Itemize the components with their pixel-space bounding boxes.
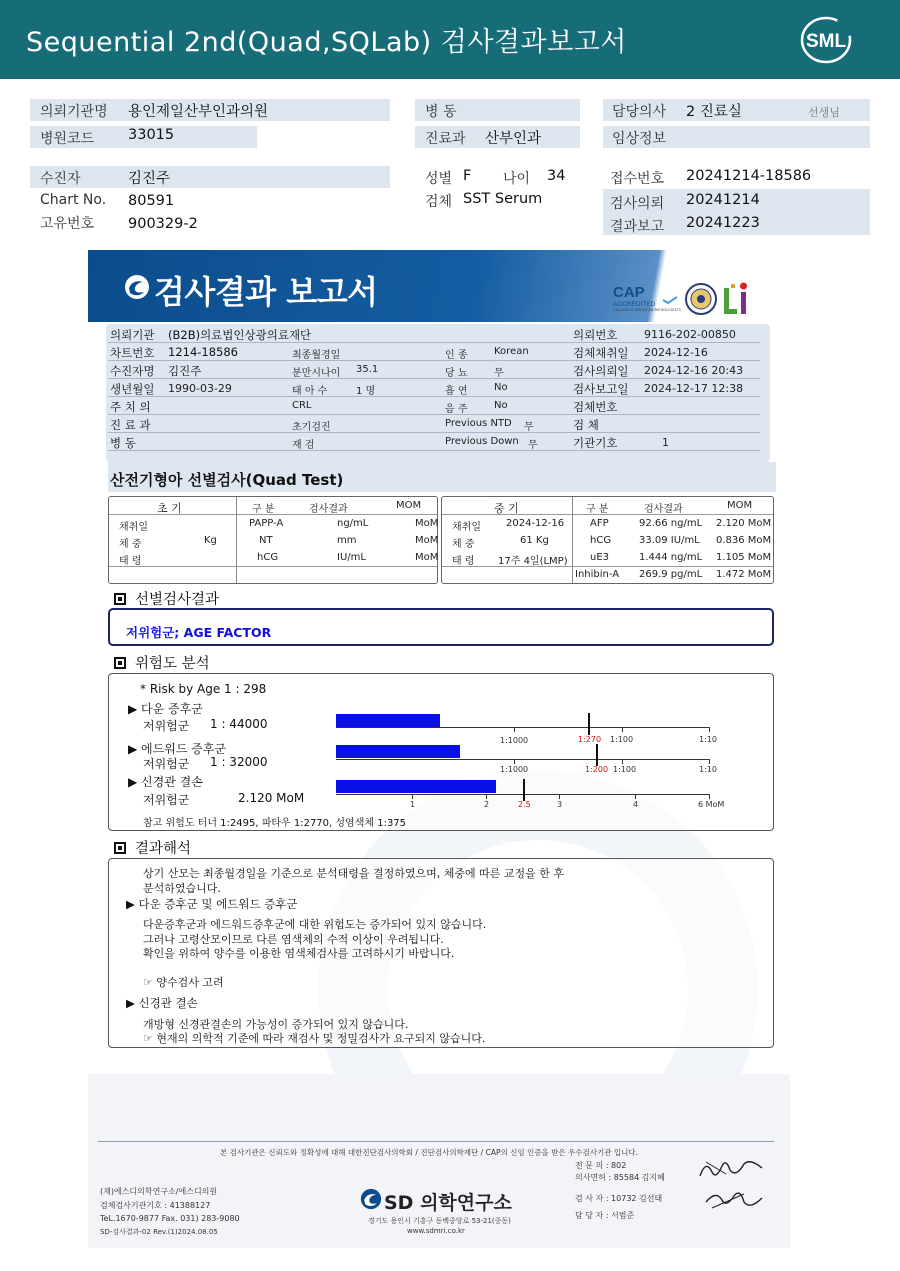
risk-ntd-value: 2.120 MoM: [238, 791, 305, 805]
sml-logo-icon: [796, 12, 856, 68]
cap-logo-icon: CAP: [613, 284, 645, 301]
mid-col4: MOM: [727, 500, 753, 511]
footer-brand: SD 의학연구소: [384, 1192, 512, 1214]
down-tick-4: 1:10: [699, 735, 717, 744]
icr-seal-icon: [684, 282, 718, 316]
sd-footer-logo-icon: [360, 1188, 382, 1210]
edwards-tick-2: 1:200: [585, 765, 609, 774]
doctor-label: 담당의사: [612, 104, 667, 120]
pi-report-date-value: 2024-12-17 12:38: [644, 382, 744, 395]
footer-left4: SD-검사결과-02 Rev.(1)2024.08.05: [100, 1228, 218, 1236]
pi-smoke-label: 흡 연: [445, 386, 468, 397]
quad-title: 산전기형아 선별검사(Quad Test): [110, 471, 344, 489]
ntd-tick-2: 2: [484, 800, 490, 809]
early-table: [108, 496, 438, 584]
pi-chart-value: 1214-18586: [168, 345, 238, 359]
risk-edwards-group: 저위험군: [143, 757, 190, 771]
footer-web: www.sdmri.co.kr: [407, 1227, 465, 1235]
pi-fetus-label: 태 아 수: [292, 386, 328, 397]
receipt-label: 접수번호: [610, 171, 665, 187]
risk-section-title: [114, 652, 210, 673]
interp-title-text: 결과해석: [135, 841, 192, 857]
pi-org-code-value: 1: [662, 436, 669, 449]
page-title: Sequential 2nd(Quad,SQLab) 검사결과보고서: [26, 27, 627, 58]
mid-m4-mom: 1.472 MoM: [716, 569, 772, 580]
pi-fetus-value: 1 명: [356, 386, 376, 397]
early-row2-mom: MoM: [415, 535, 439, 546]
ntd-risk-bar: [336, 780, 496, 793]
down-axis: [336, 727, 710, 728]
institution-value: 용인제일산부인과의원: [128, 104, 269, 120]
mid-m3-name: uE3: [590, 552, 610, 563]
sex-label: 성별: [425, 171, 453, 187]
footer-left2: 검체검사기관기호 : 41388127: [100, 1201, 211, 1210]
early-row3-unit: IU/mL: [337, 552, 366, 563]
edwards-tick-1: 1:1000: [500, 765, 529, 774]
mid-info1-label: 채취일: [452, 522, 481, 533]
ntd-tick-6: 6 MoM: [698, 800, 725, 809]
pi-retest-label: 재 검: [292, 440, 315, 451]
interp-p2c: 확인을 위하여 양수를 이용한 염색체검사를 고려하시기 바랍니다.: [143, 947, 455, 960]
mid-col2: 구 분: [586, 504, 609, 515]
clinical-label: 임상정보: [612, 131, 667, 147]
pi-chart-label: 차트번호: [110, 346, 155, 360]
interp-p1b: 분석하였습니다.: [143, 882, 221, 895]
edwards-axis: [336, 759, 710, 760]
pi-inst-label: 의뢰기관: [110, 328, 155, 342]
doctor-value: 2 진료실: [686, 104, 742, 120]
edwards-tick-4: 1:10: [699, 765, 717, 774]
request-label: 검사의뢰: [610, 196, 665, 212]
age-label: 나이: [503, 171, 531, 187]
pi-collect-label: 검체채취일: [573, 346, 629, 360]
interp-p2b: 그러나 고령산모이므로 다른 염색체의 수적 이상이 우려됩니다.: [143, 933, 444, 946]
section-square-icon: [114, 657, 126, 669]
mid-info3-value: 17주 4일(LMP): [498, 556, 568, 567]
footer-sig1: 전 문 의 : 802: [575, 1161, 627, 1170]
screen-title-text: 선별검사결과: [135, 592, 220, 608]
early-row2-label: 체 중: [119, 539, 142, 550]
specimen-label: 검체: [425, 194, 453, 210]
mid-m3-mom: 1.105 MoM: [716, 552, 772, 563]
pi-ward-label: 병 동: [110, 436, 136, 450]
pi-birth-value: 1990-03-29: [168, 382, 232, 395]
early-row3-label: 태 령: [119, 556, 142, 567]
cap-check-icon: [662, 296, 678, 304]
patient-value: 김진주: [128, 171, 171, 187]
doctor-suffix: 선생님: [808, 106, 840, 119]
interp-p3a: 개방형 신경관결손의 가능성이 증가되어 있지 않습니다.: [143, 1018, 409, 1031]
early-row2-unit: mm: [337, 535, 357, 546]
result-value: 20241223: [686, 215, 760, 231]
interp-p1a: 상기 산모는 최종월경일을 기준으로 분석태령을 결정하였으며, 체중에 따른 교정을 한 후: [143, 867, 564, 880]
sd-swirl-icon: [124, 274, 150, 300]
pi-reqno-label: 의뢰번호: [573, 328, 618, 342]
down-cutoff-mark: [588, 713, 590, 735]
pi-birth-label: 생년월일: [110, 382, 155, 396]
ntd-tick-3: 2.5: [518, 800, 531, 809]
pi-delivery-age-value: 35.1: [356, 364, 379, 375]
footer-sig3: 검 사 자 : 10732 김선태: [575, 1194, 663, 1203]
chart-label: Chart No.: [40, 192, 107, 208]
result-label: 결과보고: [610, 219, 665, 235]
edwards-tick-3: 1:100: [613, 765, 637, 774]
signature-2-icon: [704, 1186, 766, 1214]
ntd-tick-4: 3: [557, 800, 563, 809]
early-row1-marker: PAPP-A: [249, 518, 284, 529]
patient-info-box: [106, 324, 770, 462]
footer-cert: 본 검사기관은 신뢰도와 정확성에 대해 대한진단검사의학회 / 진단검사의학재단 / CAP의 신임 인증을 받은 우수검사기관 입니다.: [220, 1148, 638, 1157]
age-risk: * Risk by Age 1 : 298: [140, 682, 267, 696]
early-col3: 검사결과: [309, 504, 348, 515]
chart-value: 80591: [128, 193, 175, 209]
pi-name-value: 김진주: [168, 364, 202, 378]
risk-down-group: 저위험군: [143, 719, 190, 733]
early-row1-unit: ng/mL: [337, 518, 369, 529]
risk-edwards-value: 1 : 32000: [210, 755, 268, 769]
edwards-risk-bar: [336, 745, 460, 758]
mid-m1-result: 92.66 ng/mL: [639, 518, 703, 529]
dept-value: 산부인과: [485, 131, 542, 147]
footer-sig4: 담 당 자 : 서범준: [575, 1211, 635, 1220]
patient-label: 수진자: [40, 171, 81, 187]
pi-drink-value: No: [494, 400, 508, 411]
pi-spec-label: 검 체: [573, 418, 599, 432]
mid-m1-name: AFP: [590, 518, 609, 529]
risk-edwards-name: ▶ 에드워드 증후군: [128, 742, 227, 756]
pi-req-date-value: 2024-12-16 20:43: [644, 364, 744, 377]
cap-org-label: COLLEGE of AMERICAN PATHOLOGISTS: [613, 308, 681, 312]
sex-value: F: [463, 168, 472, 184]
institution-label: 의뢰기관명: [40, 104, 108, 120]
pi-down-value: 무: [528, 440, 538, 451]
risk-down-value: 1 : 44000: [210, 717, 268, 731]
risk-down-name: ▶ 다운 증후군: [128, 702, 203, 716]
pi-lmp-label: 최종월경일: [292, 350, 341, 361]
early-col4: MOM: [396, 500, 422, 511]
signature-1-icon: [696, 1154, 766, 1184]
pi-org-code-label: 기관기호: [573, 436, 618, 450]
interp-h3: ▶ 신경관 결손: [126, 996, 198, 1010]
unique-value: 900329-2: [128, 216, 198, 232]
mid-title: 중 기: [494, 502, 519, 515]
interp-h2: ▶ 다운 증후군 및 에드워드 증후군: [126, 897, 298, 911]
early-row2-value: Kg: [204, 535, 217, 546]
pi-ntd-value: 무: [524, 422, 534, 433]
down-risk-bar: [336, 714, 440, 727]
screen-result: 저위험군; AGE FACTOR: [126, 625, 272, 640]
pi-collect-value: 2024-12-16: [644, 346, 708, 359]
ward-label: 병 동: [425, 104, 457, 120]
ntd-cutoff-mark: [523, 779, 525, 801]
pi-race-label: 인 종: [445, 350, 468, 361]
section-square-icon: [114, 593, 126, 605]
pi-drink-label: 음 주: [445, 404, 468, 415]
pi-down-label: Previous Down: [445, 436, 519, 447]
pi-physician-value: CRL: [292, 400, 312, 411]
early-row1-mom: MoM: [415, 518, 439, 529]
mid-info2-label: 체 중: [452, 539, 475, 550]
pi-delivery-age-label: 분만시나이: [292, 368, 341, 379]
mid-info2-value: 61 Kg: [520, 535, 549, 546]
down-tick-2: 1:270: [578, 735, 602, 744]
sml-logo-text: SML: [805, 31, 847, 52]
early-title: 초 기: [157, 502, 182, 515]
receipt-value: 20241214-18586: [686, 168, 812, 184]
pi-reqno-value: 9116-202-00850: [644, 328, 736, 341]
patient-row: [30, 166, 390, 188]
pi-diabetes-value: 무: [494, 368, 504, 379]
ntd-tick-5: 4: [633, 800, 639, 809]
risk-note: 참고 위험도 터너 1:2495, 파타우 1:2770, 성염색체 1:375: [143, 818, 407, 829]
mid-m1-mom: 2.120 MoM: [716, 518, 772, 529]
down-tick-3: 1:100: [610, 735, 634, 744]
interp-section-title: [114, 837, 191, 858]
hospital-code-value: 33015: [128, 127, 175, 143]
section-square-icon: [114, 842, 126, 854]
pi-dept-value: 초기검진: [292, 422, 331, 433]
mid-m2-result: 33.09 IU/mL: [639, 535, 700, 546]
age-value: 34: [547, 168, 566, 184]
footer-divider: [98, 1141, 774, 1142]
footer-left1: (재)에스디의학연구소/에스디의원: [100, 1187, 218, 1196]
embedded-report: [88, 250, 790, 1248]
risk-title-text: 위험도 분석: [135, 656, 210, 672]
dept-label: 진료과: [425, 131, 466, 147]
mid-info1-value: 2024-12-16: [506, 518, 565, 529]
cap-accredited-label: ACCREDITED: [613, 301, 656, 308]
interp-p3b: ☞ 현재의 의학적 기준에 따라 재검사 및 정밀검사가 요구되지 않습니다.: [143, 1032, 486, 1045]
edwards-cutoff-mark: [596, 744, 598, 766]
li-logo-icon: [722, 280, 754, 316]
mid-m4-result: 269.9 pg/mL: [639, 569, 703, 580]
pi-physician-label: 주 치 의: [110, 400, 151, 414]
footer-addr: 경기도 용인시 기흥구 동백중앙로 53-21(중동): [368, 1217, 511, 1225]
ntd-tick-1: 1: [410, 800, 416, 809]
early-row3-mom: MoM: [415, 552, 439, 563]
request-value: 20241214: [686, 192, 760, 208]
screen-section-title: [114, 588, 219, 609]
footer-left3: TeL.1670-9877 Fax. 031) 283-9080: [100, 1214, 240, 1223]
early-row3-marker: hCG: [257, 552, 279, 563]
mid-table: [441, 496, 774, 584]
mid-info3-label: 태 령: [452, 556, 475, 567]
pi-diabetes-label: 당 뇨: [445, 368, 468, 379]
pi-name-label: 수진자명: [110, 364, 155, 378]
early-row1-label: 채취일: [119, 522, 148, 533]
mid-col3: 검사결과: [644, 504, 683, 515]
pi-race-value: Korean: [494, 346, 529, 357]
pi-smoke-value: No: [494, 382, 508, 393]
unique-label: 고유번호: [40, 216, 95, 232]
specimen-value: SST Serum: [463, 191, 543, 207]
risk-ntd-name: ▶ 신경관 결손: [128, 775, 203, 789]
pi-dept-label: 진 료 과: [110, 418, 151, 432]
pi-ntd-label: Previous NTD: [445, 418, 512, 429]
interp-p2d: ☞ 양수검사 고려: [143, 976, 224, 989]
pi-req-date-label: 검사의뢰일: [573, 364, 629, 378]
mid-m3-result: 1.444 ng/mL: [639, 552, 703, 563]
down-tick-1: 1:1000: [500, 736, 529, 745]
early-row2-marker: NT: [259, 535, 273, 546]
mid-m2-mom: 0.836 MoM: [716, 535, 772, 546]
pi-spec-no-label: 검체번호: [573, 400, 618, 414]
mid-m2-name: hCG: [590, 535, 612, 546]
pi-report-date-label: 검사보고일: [573, 382, 629, 396]
footer-sig2: 의사면허 : 85584 김지혜: [575, 1173, 665, 1182]
early-col2: 구 분: [252, 504, 275, 515]
report-title: 검사결과 보고서: [154, 273, 378, 311]
interp-p2a: 다운증후군과 에드워드증후군에 대한 위험도는 증가되어 있지 않습니다.: [143, 918, 487, 931]
pi-inst-value: (B2B)의료법인상광의료재단: [168, 328, 312, 342]
mid-m4-name: Inhibin-A: [575, 569, 620, 580]
hospital-code-label: 병원코드: [40, 131, 95, 147]
risk-ntd-group: 저위험군: [143, 793, 190, 807]
